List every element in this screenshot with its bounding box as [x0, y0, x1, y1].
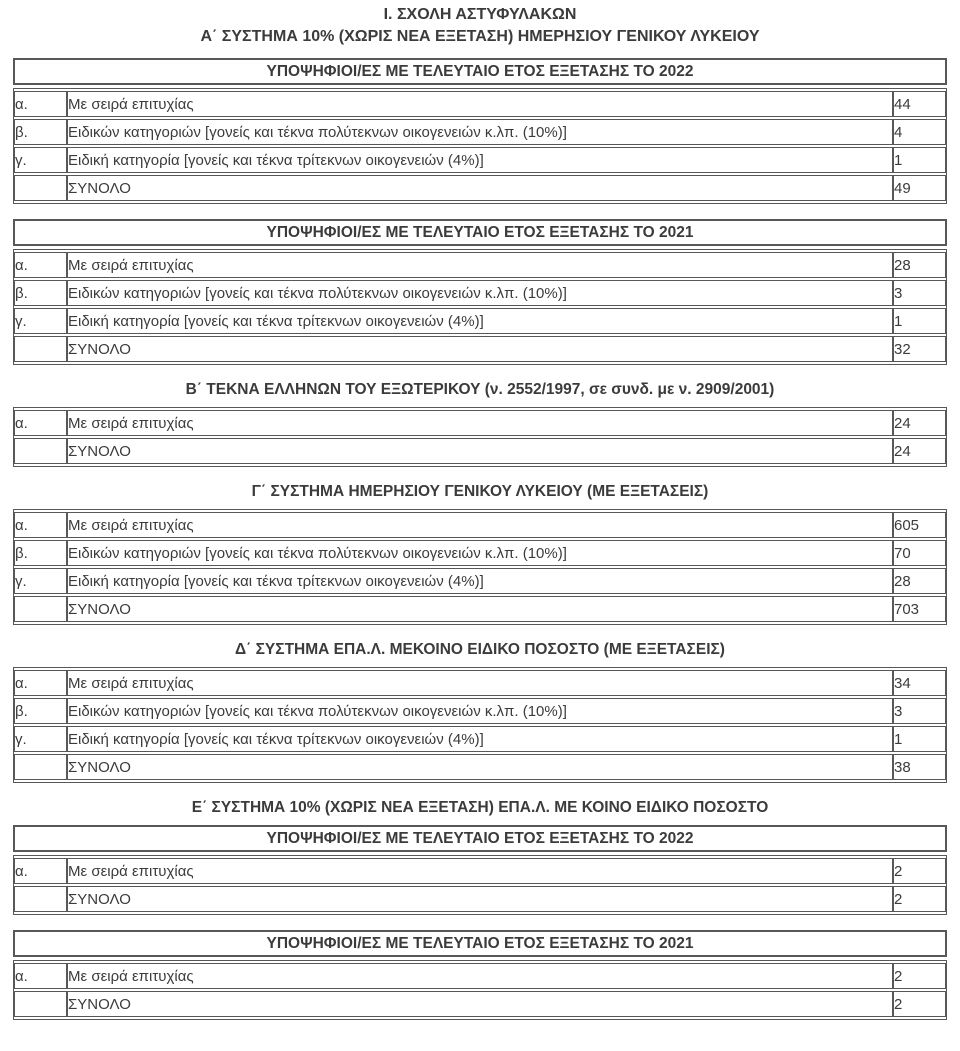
row-label-cell: Με σειρά επιτυχίας — [67, 670, 893, 696]
table-body — [14, 670, 946, 780]
row-letter-cell — [14, 886, 67, 912]
section-title: Ε΄ ΣΥΣΤΗΜΑ 10% (ΧΩΡΙΣ ΝΕΑ ΕΞΕΤΑΣΗ) ΕΠΑ.Λ. ΜΕ ΚΟΙΝΟ ΕΙΔΙΚΟ ΠΟΣΟΣΤΟ — [191, 799, 769, 816]
row-label-cell: Με σειρά επιτυχίας — [67, 963, 893, 989]
table-row — [14, 512, 946, 538]
table-row — [14, 410, 946, 436]
row-label-cell: ΣΥΝΟΛΟ — [67, 438, 893, 464]
row-label-cell: ΣΥΝΟΛΟ — [67, 754, 893, 780]
candidate-table-block — [13, 798, 947, 915]
candidates-table — [13, 249, 947, 365]
table-header-banner — [13, 58, 947, 85]
row-value-cell: 2 — [893, 886, 946, 912]
table-row — [14, 308, 946, 334]
row-letter-cell: β. — [14, 540, 67, 566]
section-title: Β΄ ΤΕΚΝΑ ΕΛΛΗΝΩΝ ΤΟΥ ΕΞΩΤΕΡΙΚΟΥ (ν. 2552/1997, σε συνδ. με ν. 2909/2001) — [185, 381, 775, 398]
row-value-cell: 2 — [893, 858, 946, 884]
candidate-table-block — [13, 640, 947, 783]
row-value-cell: 1 — [893, 147, 946, 173]
table-row — [14, 754, 946, 780]
section-title: Δ΄ ΣΥΣΤΗΜΑ ΕΠΑ.Λ. ΜΕΚΟΙΝΟ ΕΙΔΙΚΟ ΠΟΣΟΣΤΟ (ΜΕ ΕΞΕΤΑΣΕΙΣ) — [235, 641, 725, 658]
row-value-cell: 1 — [893, 308, 946, 334]
section-title: Γ΄ ΣΥΣΤΗΜΑ ΗΜΕΡΗΣΙΟΥ ΓΕΝΙΚΟΥ ΛΥΚΕΙΟΥ (ΜΕ ΕΞΕΤΑΣΕΙΣ) — [251, 483, 709, 500]
candidate-table-block — [13, 219, 947, 365]
table-row — [14, 280, 946, 306]
table-body — [14, 858, 946, 912]
row-label-cell: Με σειρά επιτυχίας — [67, 410, 893, 436]
row-letter-cell: γ. — [14, 308, 67, 334]
row-label-cell: ΣΥΝΟΛΟ — [67, 991, 893, 1017]
row-letter-cell: γ. — [14, 147, 67, 173]
table-body — [14, 91, 946, 201]
table-header-banner — [13, 219, 947, 246]
table-body — [14, 512, 946, 622]
table-header-label: ΥΠΟΨΗΦΙΟΙ/ΕΣ ΜΕ ΤΕΛΕΥΤΑΙΟ ΕΤΟΣ ΕΞΕΤΑΣΗΣ ΤΟ 2022 — [266, 829, 694, 847]
row-value-cell: 70 — [893, 540, 946, 566]
table-header-banner — [13, 825, 947, 852]
table-row — [14, 252, 946, 278]
table-row — [14, 147, 946, 173]
table-row — [14, 596, 946, 622]
candidates-table — [13, 509, 947, 625]
row-label-cell: Με σειρά επιτυχίας — [67, 512, 893, 538]
row-value-cell: 2 — [893, 991, 946, 1017]
row-letter-cell: α. — [14, 670, 67, 696]
table-row — [14, 540, 946, 566]
table-row — [14, 91, 946, 117]
row-label-cell: Με σειρά επιτυχίας — [67, 252, 893, 278]
table-row — [14, 670, 946, 696]
table-body — [14, 963, 946, 1017]
table-body — [14, 252, 946, 362]
row-letter-cell: α. — [14, 512, 67, 538]
table-header-banner — [13, 930, 947, 957]
candidate-table-block — [13, 930, 947, 1020]
row-label-cell: ΣΥΝΟΛΟ — [67, 336, 893, 362]
row-value-cell: 4 — [893, 119, 946, 145]
row-value-cell: 605 — [893, 512, 946, 538]
row-value-cell: 24 — [893, 410, 946, 436]
table-row — [14, 119, 946, 145]
row-value-cell: 703 — [893, 596, 946, 622]
table-row — [14, 963, 946, 989]
row-letter-cell: β. — [14, 280, 67, 306]
row-letter-cell: γ. — [14, 568, 67, 594]
row-label-cell: ΣΥΝΟΛΟ — [67, 175, 893, 201]
row-value-cell: 28 — [893, 568, 946, 594]
table-header-label: ΥΠΟΨΗΦΙΟΙ/ΕΣ ΜΕ ΤΕΛΕΥΤΑΙΟ ΕΤΟΣ ΕΞΕΤΑΣΗΣ ΤΟ 2022 — [266, 62, 694, 80]
row-label-cell: Ειδική κατηγορία [γονείς και τέκνα τρίτεκνων οικογενειών (4%)] — [67, 568, 893, 594]
table-body — [14, 410, 946, 464]
table-header-label: ΥΠΟΨΗΦΙΟΙ/ΕΣ ΜΕ ΤΕΛΕΥΤΑΙΟ ΕΤΟΣ ΕΞΕΤΑΣΗΣ ΤΟ 2021 — [266, 223, 694, 241]
row-value-cell: 44 — [893, 91, 946, 117]
row-letter-cell: α. — [14, 963, 67, 989]
row-label-cell: Με σειρά επιτυχίας — [67, 858, 893, 884]
table-row — [14, 175, 946, 201]
candidates-table — [13, 960, 947, 1020]
candidates-table — [13, 855, 947, 915]
row-label-cell: ΣΥΝΟΛΟ — [67, 886, 893, 912]
row-label-cell: Ειδική κατηγορία [γονείς και τέκνα τρίτεκνων οικογενειών (4%)] — [67, 726, 893, 752]
row-letter-cell — [14, 175, 67, 201]
row-label-cell: Ειδική κατηγορία [γονείς και τέκνα τρίτεκνων οικογενειών (4%)] — [67, 308, 893, 334]
row-letter-cell — [14, 754, 67, 780]
row-label-cell: Ειδικών κατηγοριών [γονείς και τέκνα πολύτεκνων οικογενειών κ.λπ. (10%)] — [67, 698, 893, 724]
row-letter-cell: α. — [14, 252, 67, 278]
table-row — [14, 568, 946, 594]
row-value-cell: 28 — [893, 252, 946, 278]
row-letter-cell: β. — [14, 119, 67, 145]
candidates-table — [13, 88, 947, 204]
row-letter-cell: α. — [14, 91, 67, 117]
page-subtitle: Α΄ ΣΥΣΤΗΜΑ 10% (ΧΩΡΙΣ ΝΕΑ ΕΞΕΤΑΣΗ) ΗΜΕΡΗΣΙΟΥ ΓΕΝΙΚΟΥ ΛΥΚΕΙΟΥ — [200, 28, 760, 45]
row-value-cell: 49 — [893, 175, 946, 201]
row-letter-cell: γ. — [14, 726, 67, 752]
page-title: Ι. ΣΧΟΛΗ ΑΣΤΥΦΥΛΑΚΩΝ — [383, 6, 577, 23]
row-letter-cell — [14, 991, 67, 1017]
row-label-cell: Ειδικών κατηγοριών [γονείς και τέκνα πολύτεκνων οικογενειών κ.λπ. (10%)] — [67, 119, 893, 145]
table-row — [14, 726, 946, 752]
row-value-cell: 32 — [893, 336, 946, 362]
row-value-cell: 2 — [893, 963, 946, 989]
row-value-cell: 24 — [893, 438, 946, 464]
row-value-cell: 34 — [893, 670, 946, 696]
row-letter-cell: α. — [14, 410, 67, 436]
row-letter-cell: α. — [14, 858, 67, 884]
table-row — [14, 858, 946, 884]
candidate-table-block — [13, 380, 947, 467]
row-label-cell: Ειδικών κατηγοριών [γονείς και τέκνα πολύτεκνων οικογενειών κ.λπ. (10%)] — [67, 280, 893, 306]
table-row — [14, 991, 946, 1017]
table-row — [14, 336, 946, 362]
table-header-label: ΥΠΟΨΗΦΙΟΙ/ΕΣ ΜΕ ΤΕΛΕΥΤΑΙΟ ΕΤΟΣ ΕΞΕΤΑΣΗΣ ΤΟ 2021 — [266, 934, 694, 952]
candidate-table-block — [13, 58, 947, 204]
row-label-cell: Ειδικών κατηγοριών [γονείς και τέκνα πολύτεκνων οικογενειών κ.λπ. (10%)] — [67, 540, 893, 566]
row-letter-cell — [14, 596, 67, 622]
candidate-table-block — [13, 482, 947, 625]
table-row — [14, 886, 946, 912]
row-label-cell: Με σειρά επιτυχίας — [67, 91, 893, 117]
row-label-cell: Ειδική κατηγορία [γονείς και τέκνα τρίτεκνων οικογενειών (4%)] — [67, 147, 893, 173]
table-row — [14, 698, 946, 724]
candidates-table — [13, 407, 947, 467]
row-value-cell: 3 — [893, 698, 946, 724]
table-row — [14, 438, 946, 464]
table-blocks — [13, 58, 947, 1020]
row-letter-cell: β. — [14, 698, 67, 724]
row-label-cell: ΣΥΝΟΛΟ — [67, 596, 893, 622]
row-letter-cell — [14, 438, 67, 464]
row-value-cell: 3 — [893, 280, 946, 306]
row-letter-cell — [14, 336, 67, 362]
row-value-cell: 38 — [893, 754, 946, 780]
candidates-table — [13, 667, 947, 783]
row-value-cell: 1 — [893, 726, 946, 752]
